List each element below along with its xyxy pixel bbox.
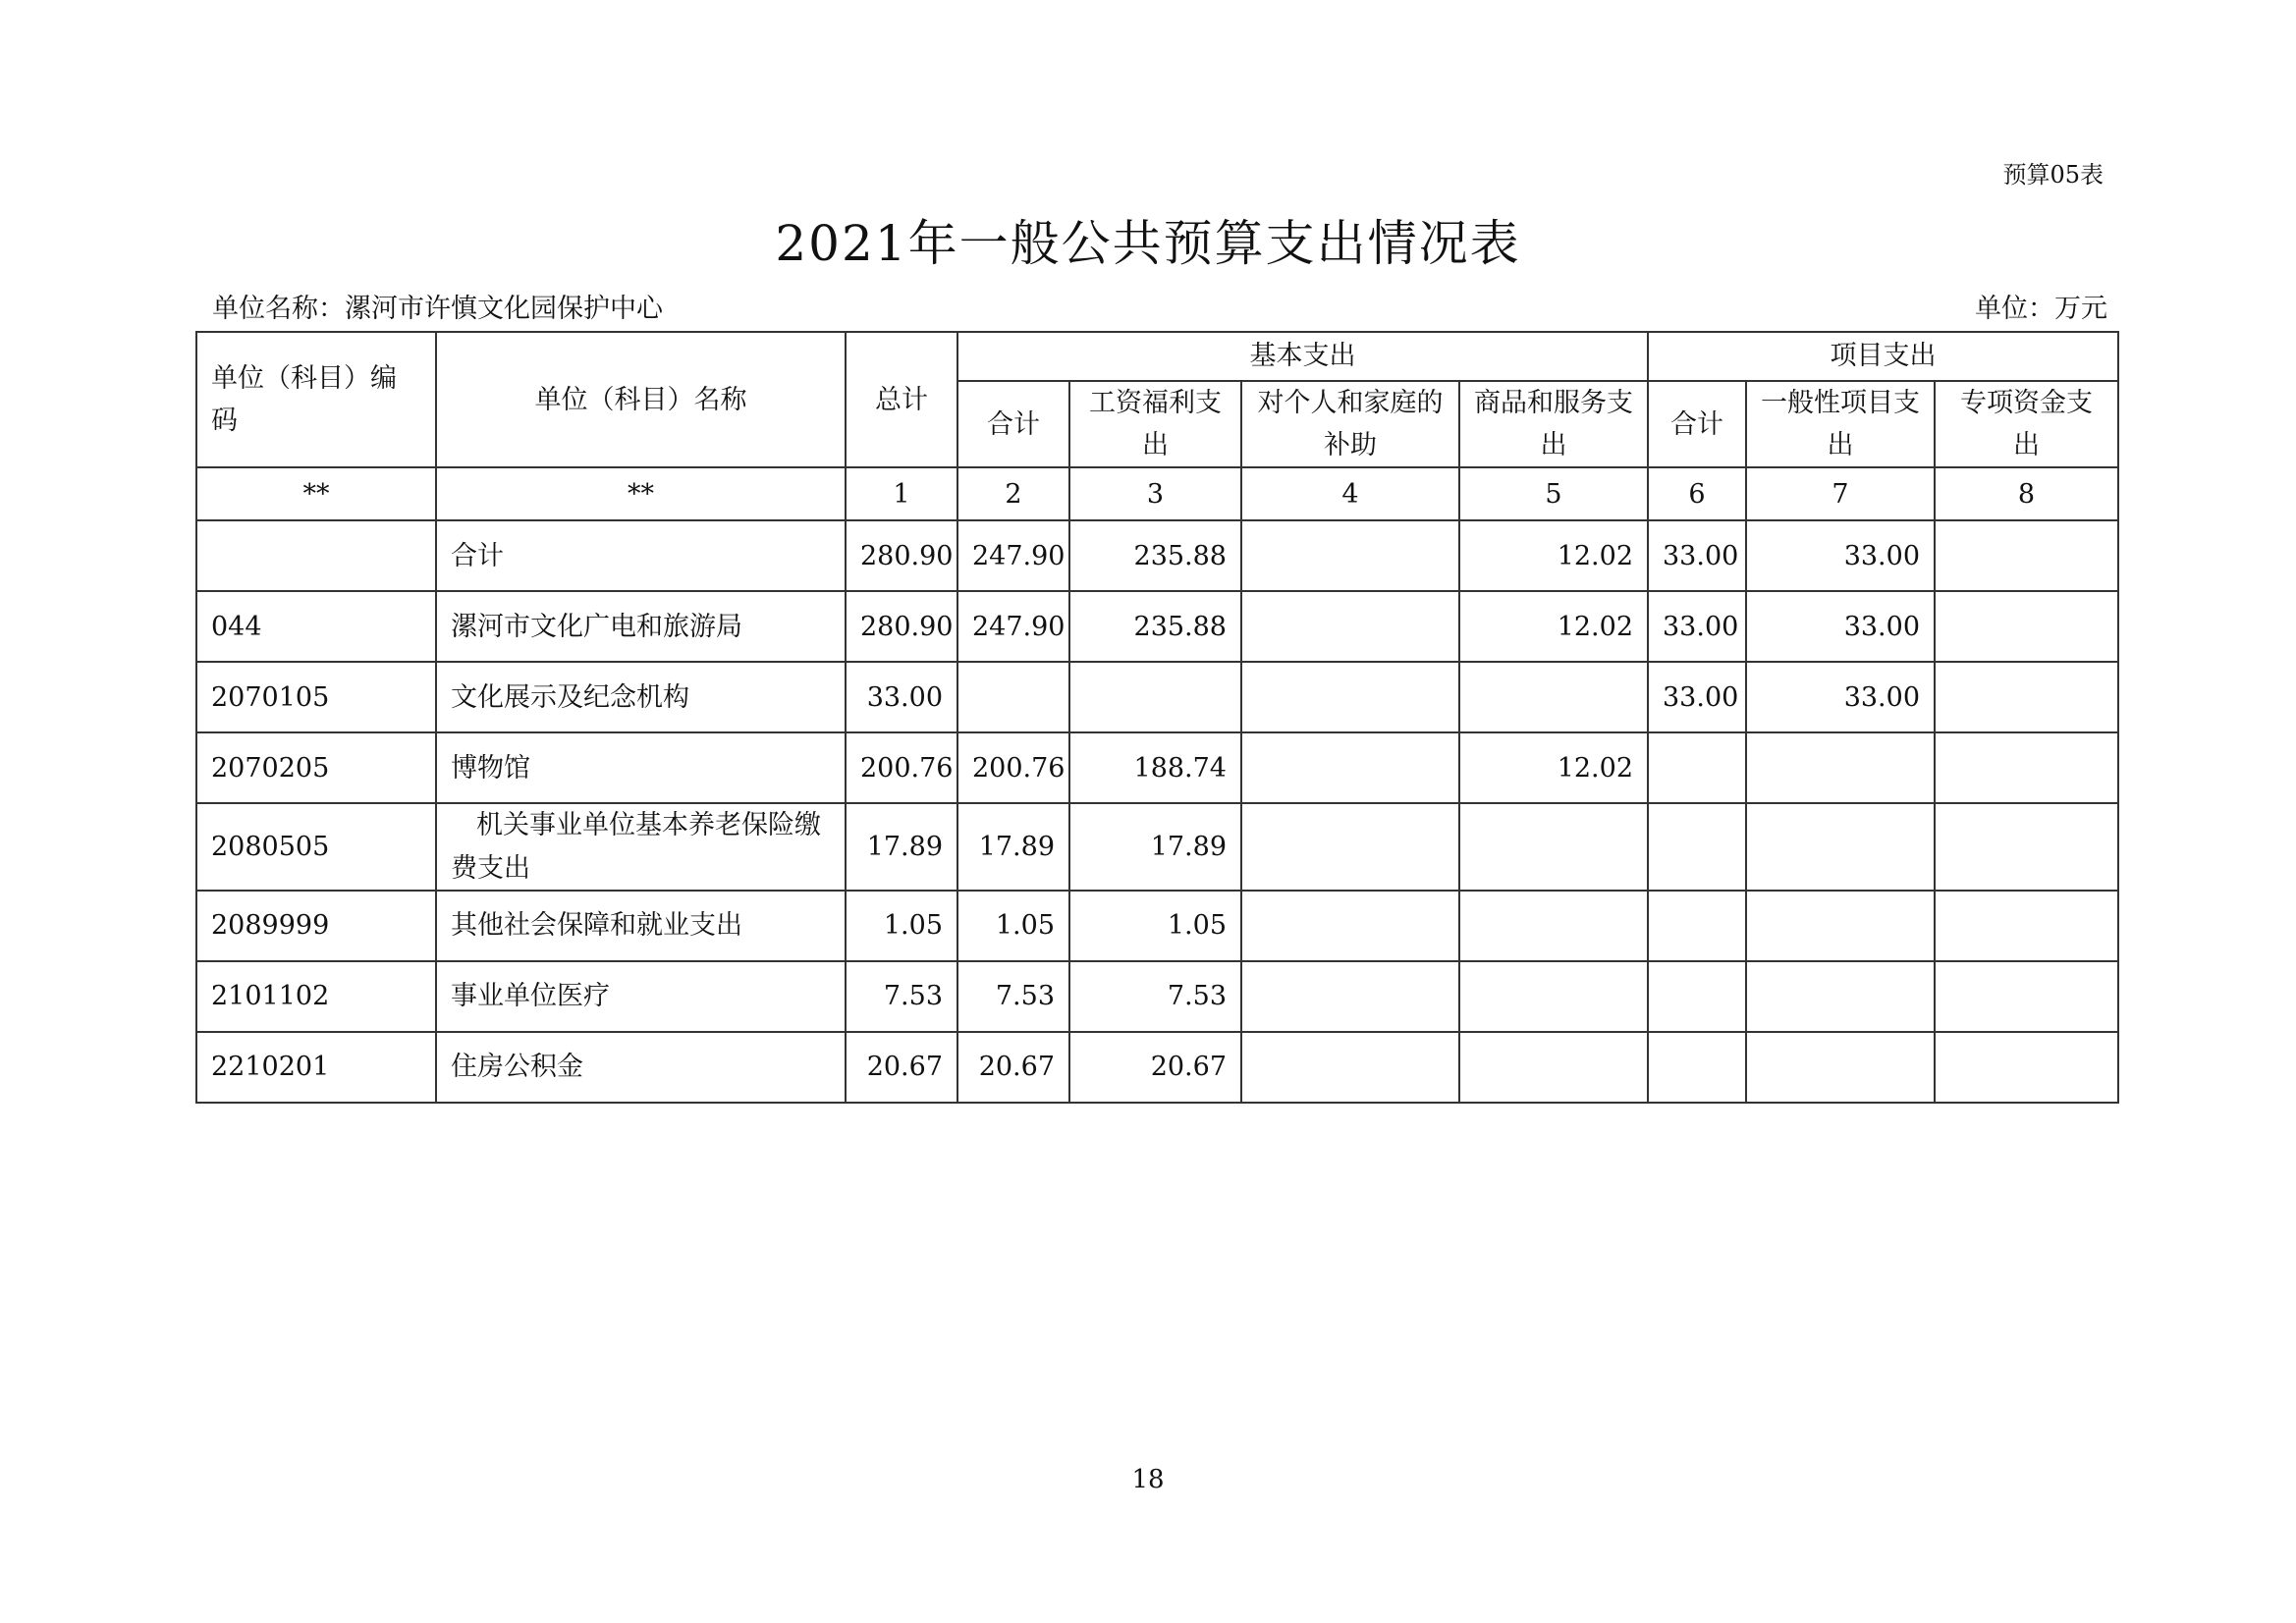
cell-total: 7.53 (846, 961, 957, 1032)
index-cell: 8 (1935, 467, 2118, 520)
cell-basic-total: 200.76 (957, 732, 1069, 803)
header-project: 项目支出 (1648, 332, 2118, 381)
cell-code: 2089999 (196, 891, 436, 961)
cell-subsidy (1241, 803, 1459, 890)
cell-subsidy (1241, 520, 1459, 591)
cell-subsidy (1241, 891, 1459, 961)
cell-wages: 235.88 (1069, 520, 1241, 591)
cell-total: 200.76 (846, 732, 957, 803)
cell-subsidy (1241, 591, 1459, 662)
budget-table (195, 331, 2119, 1104)
page-title: 2021年一般公共预算支出情况表 (775, 215, 1521, 272)
table-row (196, 961, 2118, 1032)
index-cell: 5 (1459, 467, 1648, 520)
cell-wages: 7.53 (1069, 961, 1241, 1032)
index-cell: ** (196, 467, 436, 520)
table-row (196, 591, 2118, 662)
cell-general (1746, 1032, 1935, 1103)
header-name: 单位（科目）名称 (436, 332, 846, 467)
currency-value: 万元 (2054, 294, 2107, 324)
header-total: 总计 (846, 332, 957, 467)
header-wages: 工资福利支出 (1069, 381, 1241, 467)
cell-special (1935, 891, 2118, 961)
cell-total: 20.67 (846, 1032, 957, 1103)
unit-info-row (212, 287, 2107, 325)
cell-total: 280.90 (846, 591, 957, 662)
cell-goods (1459, 891, 1648, 961)
cell-code: 2070205 (196, 732, 436, 803)
index-cell: 7 (1746, 467, 1935, 520)
cell-code: 2101102 (196, 961, 436, 1032)
cell-general (1746, 891, 1935, 961)
cell-name: 文化展示及纪念机构 (436, 662, 846, 732)
header-subsidy: 对个人和家庭的补助 (1241, 381, 1459, 467)
cell-code (196, 520, 436, 591)
cell-code: 044 (196, 591, 436, 662)
header-basic-total: 合计 (957, 381, 1069, 467)
cell-basic-total: 1.05 (957, 891, 1069, 961)
header-goods: 商品和服务支出 (1459, 381, 1648, 467)
cell-wages: 188.74 (1069, 732, 1241, 803)
form-number: 预算05表 (2002, 161, 2104, 189)
table-row (196, 662, 2118, 732)
cell-goods: 12.02 (1459, 591, 1648, 662)
table-row (196, 732, 2118, 803)
cell-wages: 235.88 (1069, 591, 1241, 662)
table-row (196, 891, 2118, 961)
table-row (196, 520, 2118, 591)
cell-special (1935, 803, 2118, 890)
cell-wages (1069, 662, 1241, 732)
table-row (196, 1032, 2118, 1103)
cell-general (1746, 732, 1935, 803)
cell-special (1935, 520, 2118, 591)
cell-general (1746, 961, 1935, 1032)
cell-project-total (1648, 891, 1746, 961)
cell-project-total: 33.00 (1648, 591, 1746, 662)
cell-name: 机关事业单位基本养老保险缴费支出 (436, 803, 846, 890)
cell-code: 2080505 (196, 803, 436, 890)
cell-special (1935, 1032, 2118, 1103)
index-cell: 1 (846, 467, 957, 520)
cell-general: 33.00 (1746, 662, 1935, 732)
cell-basic-total (957, 662, 1069, 732)
cell-name: 合计 (436, 520, 846, 591)
cell-project-total: 33.00 (1648, 520, 1746, 591)
header-project-total: 合计 (1648, 381, 1746, 467)
cell-goods (1459, 803, 1648, 890)
cell-special (1935, 591, 2118, 662)
cell-basic-total: 247.90 (957, 520, 1069, 591)
cell-general: 33.00 (1746, 591, 1935, 662)
cell-name: 事业单位医疗 (436, 961, 846, 1032)
header-special: 专项资金支出 (1935, 381, 2118, 467)
index-cell: ** (436, 467, 846, 520)
cell-name: 漯河市文化广电和旅游局 (436, 591, 846, 662)
cell-basic-total: 17.89 (957, 803, 1069, 890)
currency-unit (1975, 287, 2107, 325)
cell-project-total (1648, 1032, 1746, 1103)
cell-project-total (1648, 961, 1746, 1032)
cell-name: 住房公积金 (436, 1032, 846, 1103)
cell-total: 280.90 (846, 520, 957, 591)
cell-basic-total: 247.90 (957, 591, 1069, 662)
currency-label: 单位： (1975, 294, 2054, 324)
cell-project-total (1648, 732, 1746, 803)
header-general: 一般性项目支出 (1746, 381, 1935, 467)
cell-wages: 17.89 (1069, 803, 1241, 890)
cell-basic-total: 7.53 (957, 961, 1069, 1032)
index-cell: 6 (1648, 467, 1746, 520)
header-row-1 (196, 332, 2118, 381)
cell-goods: 12.02 (1459, 732, 1648, 803)
header-code: 单位（科目）编码 (196, 332, 436, 467)
cell-goods (1459, 961, 1648, 1032)
cell-subsidy (1241, 961, 1459, 1032)
cell-subsidy (1241, 1032, 1459, 1103)
index-cell: 3 (1069, 467, 1241, 520)
cell-special (1935, 961, 2118, 1032)
table-row (196, 803, 2118, 890)
cell-project-total: 33.00 (1648, 662, 1746, 732)
cell-goods (1459, 662, 1648, 732)
cell-code: 2070105 (196, 662, 436, 732)
header-basic: 基本支出 (957, 332, 1648, 381)
cell-subsidy (1241, 662, 1459, 732)
cell-special (1935, 662, 2118, 732)
unit-name (212, 287, 663, 325)
cell-total: 33.00 (846, 662, 957, 732)
index-row (196, 467, 2118, 520)
cell-project-total (1648, 803, 1746, 890)
unit-name-value: 漯河市许慎文化园保护中心 (345, 294, 663, 324)
cell-code: 2210201 (196, 1032, 436, 1103)
cell-wages: 20.67 (1069, 1032, 1241, 1103)
cell-special (1935, 732, 2118, 803)
cell-name: 其他社会保障和就业支出 (436, 891, 846, 961)
index-cell: 4 (1241, 467, 1459, 520)
cell-wages: 1.05 (1069, 891, 1241, 961)
cell-total: 1.05 (846, 891, 957, 961)
cell-goods: 12.02 (1459, 520, 1648, 591)
cell-goods (1459, 1032, 1648, 1103)
cell-total: 17.89 (846, 803, 957, 890)
index-cell: 2 (957, 467, 1069, 520)
page-number: 18 (1131, 1465, 1165, 1494)
cell-general: 33.00 (1746, 520, 1935, 591)
unit-name-label: 单位名称： (212, 294, 345, 324)
cell-name: 博物馆 (436, 732, 846, 803)
cell-subsidy (1241, 732, 1459, 803)
cell-basic-total: 20.67 (957, 1032, 1069, 1103)
cell-general (1746, 803, 1935, 890)
